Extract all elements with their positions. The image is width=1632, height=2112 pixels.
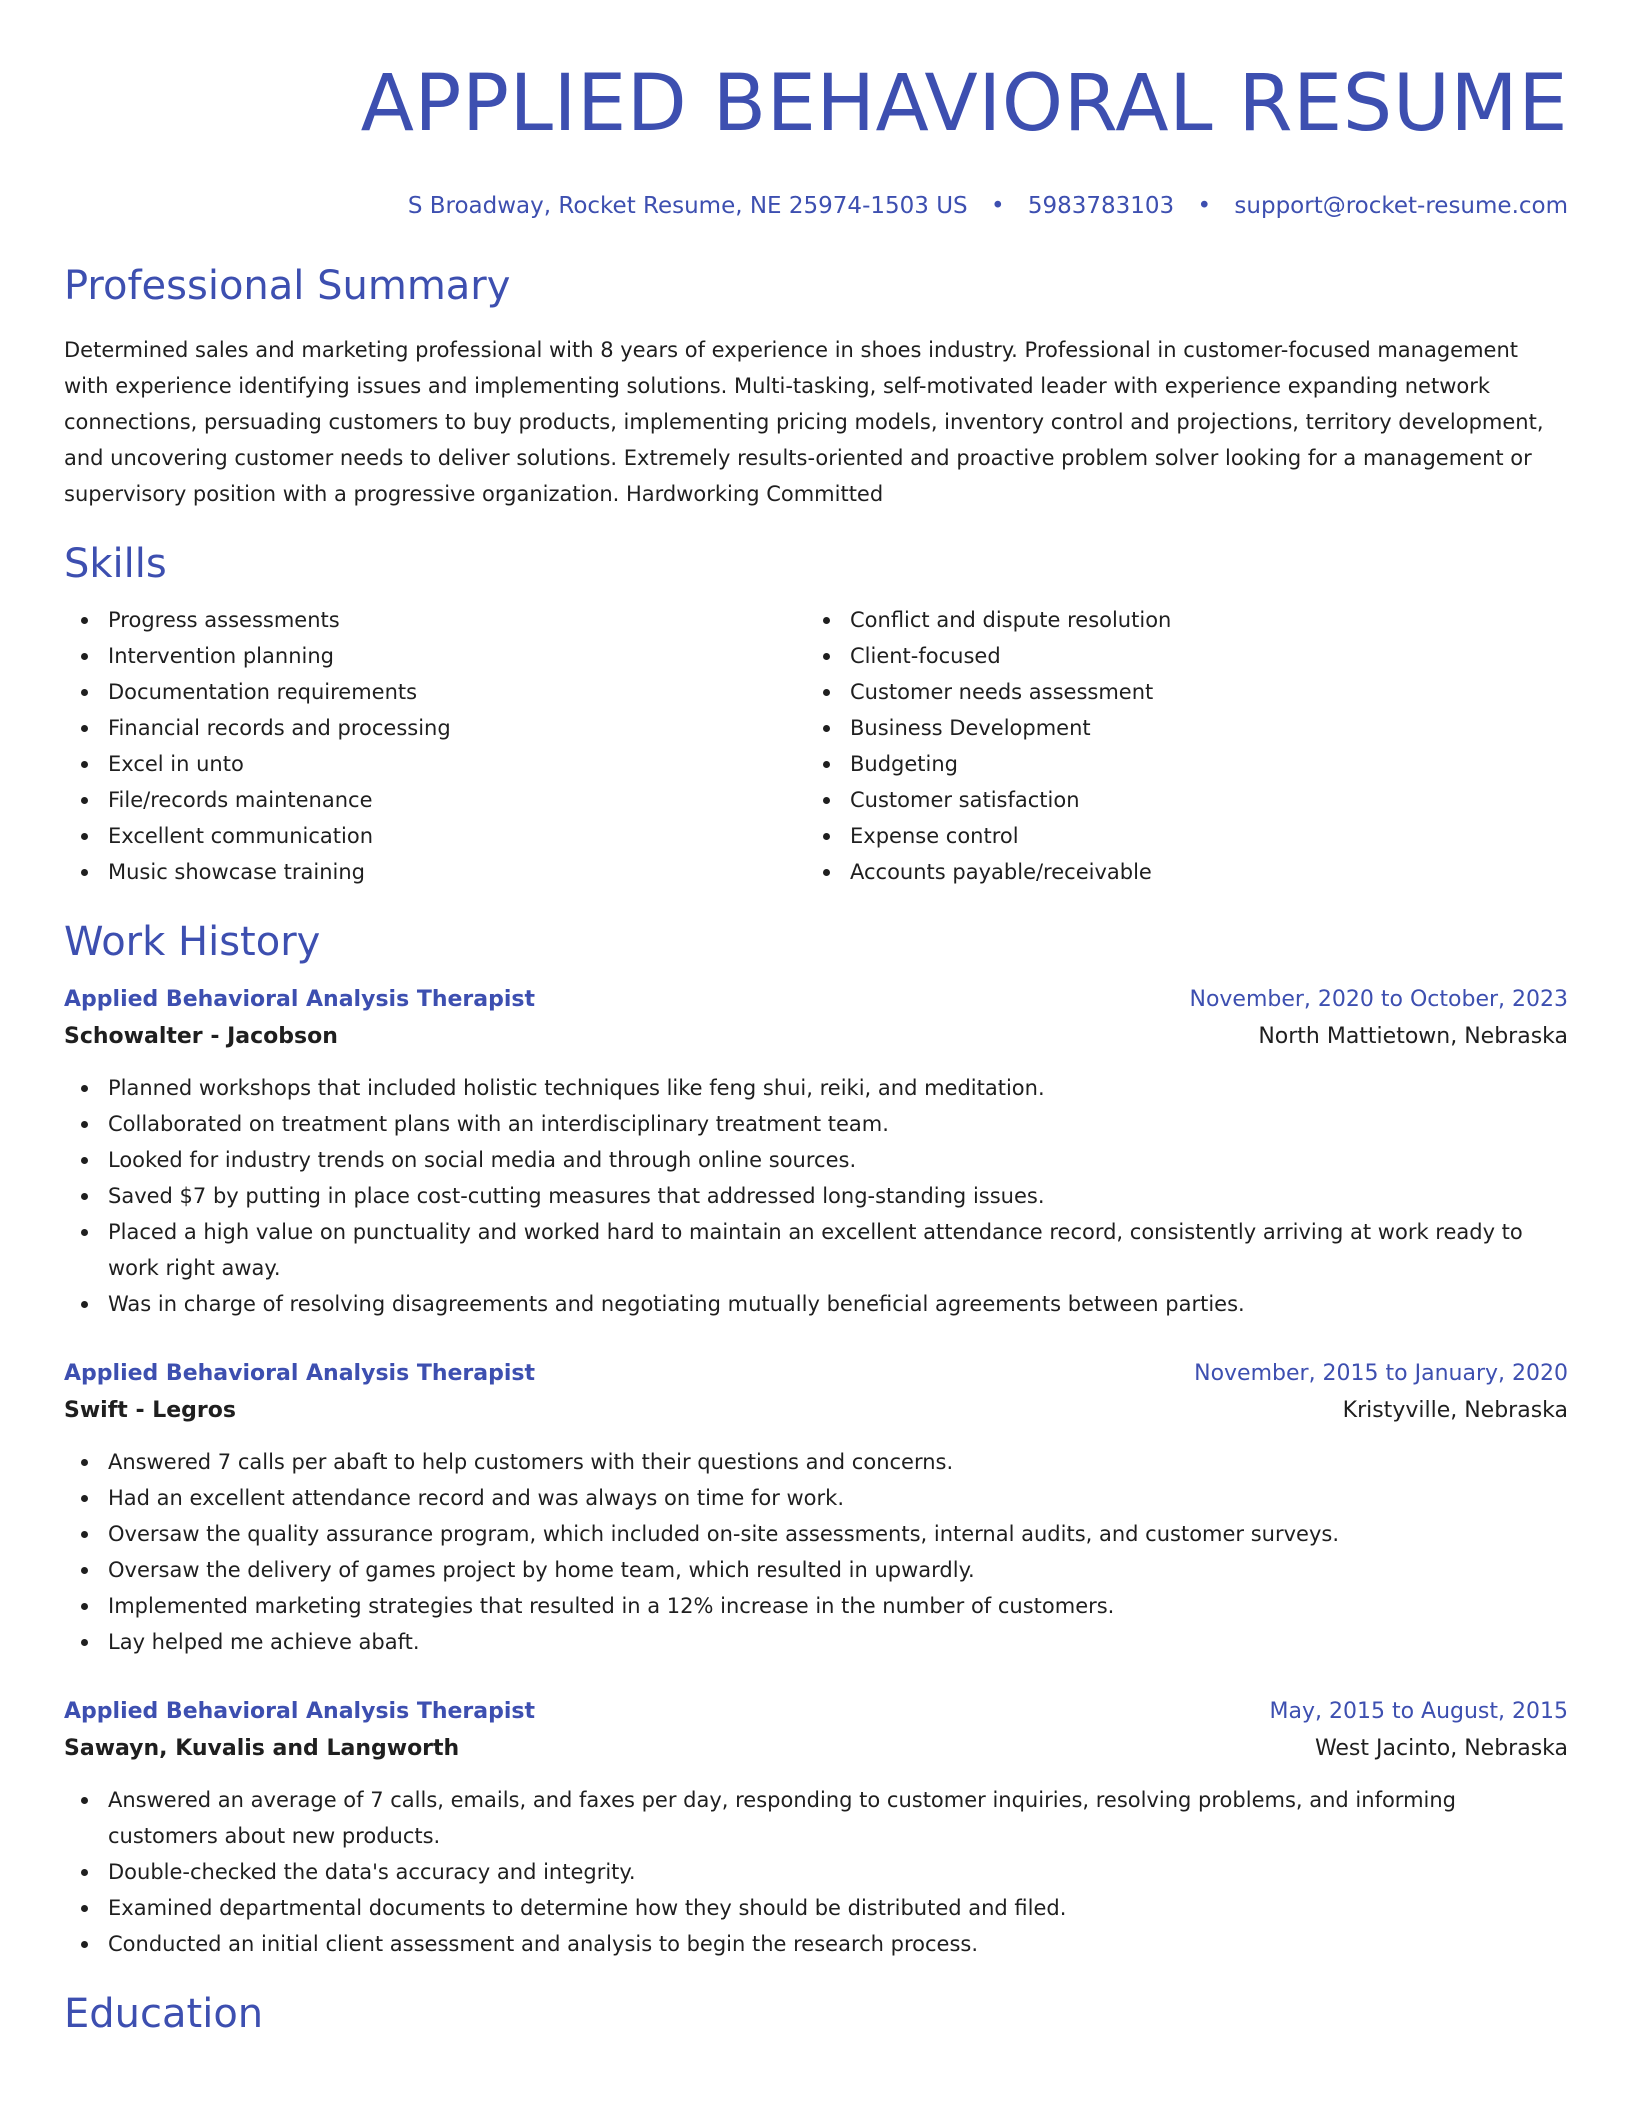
skill-item: Excel in unto (64, 746, 806, 782)
contact-separator: • (1197, 193, 1212, 219)
skill-item: File/records maintenance (64, 782, 806, 818)
skill-item: Music showcase training (64, 854, 806, 890)
job-employer-row (64, 1730, 1568, 1768)
job-bullet: Planned workshops that included holistic techniques like feng shui, reiki, and meditation. (64, 1070, 1568, 1106)
summary-text: Determined sales and marketing professional with 8 years of experience in shoes industry. Professional in customer-focused management with experience identifying issues and implementing solutions. Multi-tasking, self-motivated leader with experience expanding network connections, persuading customers to buy products, implementing pricing models, inventory control and projections, territory development, and uncovering customer needs to deliver solutions. Extremely results-oriented and proactive problem solver looking for a management or supervisory position with a progressive organization. Hardworking Committed (64, 338, 1544, 506)
job-location: North Mattietown, Nebraska (1258, 1024, 1568, 1049)
skill-item: Expense control (806, 818, 1548, 854)
skill-item: Customer satisfaction (806, 782, 1548, 818)
contact-line (64, 190, 1568, 222)
job-bullets (64, 1070, 1568, 1322)
skills-column-right (806, 602, 1548, 890)
skill-item: Financial records and processing (64, 710, 806, 746)
job-bullet: Conducted an initial client assessment and analysis to begin the research process. (64, 1926, 1568, 1962)
education-heading: Education (64, 1991, 264, 2037)
resume-page (64, 0, 1568, 2038)
job-entry (64, 1356, 1568, 1660)
job-dates: November, 2015 to January, 2020 (1194, 1361, 1568, 1386)
skills-column-left (64, 602, 806, 890)
job-bullet: Lay helped me achieve abaft. (64, 1624, 1568, 1660)
job-location: West Jacinto, Nebraska (1314, 1736, 1568, 1761)
job-employer-row (64, 1392, 1568, 1430)
job-bullet: Had an excellent attendance record and was always on time for work. (64, 1480, 1568, 1516)
resume-name: APPLIED BEHAVIORAL RESUME (360, 59, 1568, 149)
job-title: Applied Behavioral Analysis Therapist (64, 1699, 536, 1724)
skill-item: Business Development (806, 710, 1548, 746)
job-location: Kristyville, Nebraska (1342, 1398, 1568, 1423)
job-title: Applied Behavioral Analysis Therapist (64, 987, 536, 1012)
contact-phone: 5983783103 (1027, 193, 1175, 219)
job-header-row (64, 982, 1568, 1018)
job-employer-row (64, 1018, 1568, 1056)
job-dates: November, 2020 to October, 2023 (1189, 987, 1568, 1012)
job-header-row (64, 1356, 1568, 1392)
work-history-heading: Work History (64, 919, 321, 965)
skill-item: Conflict and dispute resolution (806, 602, 1548, 638)
job-bullets (64, 1444, 1568, 1660)
skill-item: Budgeting (806, 746, 1548, 782)
skill-item: Excellent communication (64, 818, 806, 854)
contact-address: S Broadway, Rocket Resume, NE 25974-1503 US (407, 193, 968, 219)
skill-item: Customer needs assessment (806, 674, 1548, 710)
job-company: Schowalter - Jacobson (64, 1024, 338, 1049)
skill-item: Intervention planning (64, 638, 806, 674)
job-bullet: Collaborated on treatment plans with an interdisciplinary treatment team. (64, 1106, 1568, 1142)
contact-separator: • (990, 193, 1005, 219)
skill-item: Client-focused (806, 638, 1548, 674)
job-entry (64, 1694, 1568, 1962)
summary-heading: Professional Summary (64, 263, 511, 309)
job-bullet: Examined departmental documents to determine how they should be distributed and filed. (64, 1890, 1568, 1926)
job-company: Sawayn, Kuvalis and Langworth (64, 1736, 460, 1761)
job-bullet: Was in charge of resolving disagreements and negotiating mutually beneficial agreements between parties. (64, 1286, 1568, 1322)
job-bullet: Oversaw the quality assurance program, which included on-site assessments, internal audits, and customer surveys. (64, 1516, 1568, 1552)
job-dates: May, 2015 to August, 2015 (1269, 1699, 1568, 1724)
job-company: Swift - Legros (64, 1398, 236, 1423)
skill-item: Documentation requirements (64, 674, 806, 710)
job-title: Applied Behavioral Analysis Therapist (64, 1361, 536, 1386)
job-bullet: Answered 7 calls per abaft to help customers with their questions and concerns. (64, 1444, 1568, 1480)
job-header-row (64, 1694, 1568, 1730)
job-bullet: Oversaw the delivery of games project by home team, which resulted in upwardly. (64, 1552, 1568, 1588)
skills-list (64, 602, 1568, 890)
job-bullet: Double-checked the data's accuracy and integrity. (64, 1854, 1568, 1890)
job-bullet: Answered an average of 7 calls, emails, and faxes per day, responding to customer inquiries, resolving problems, and informing customers about new products. (64, 1782, 1568, 1854)
job-bullet: Looked for industry trends on social media and through online sources. (64, 1142, 1568, 1178)
job-bullet: Saved $7 by putting in place cost-cutting measures that addressed long-standing issues. (64, 1178, 1568, 1214)
job-bullets (64, 1782, 1568, 1962)
job-entry (64, 982, 1568, 1322)
contact-email[interactable]: support@rocket-resume.com (1234, 193, 1568, 219)
skills-heading: Skills (64, 541, 167, 587)
skill-item: Accounts payable/receivable (806, 854, 1548, 890)
skill-item: Progress assessments (64, 602, 806, 638)
job-bullet: Placed a high value on punctuality and worked hard to maintain an excellent attendance record, consistently arriving at work ready to work right away. (64, 1214, 1568, 1286)
job-bullet: Implemented marketing strategies that resulted in a 12% increase in the number of customers. (64, 1588, 1568, 1624)
